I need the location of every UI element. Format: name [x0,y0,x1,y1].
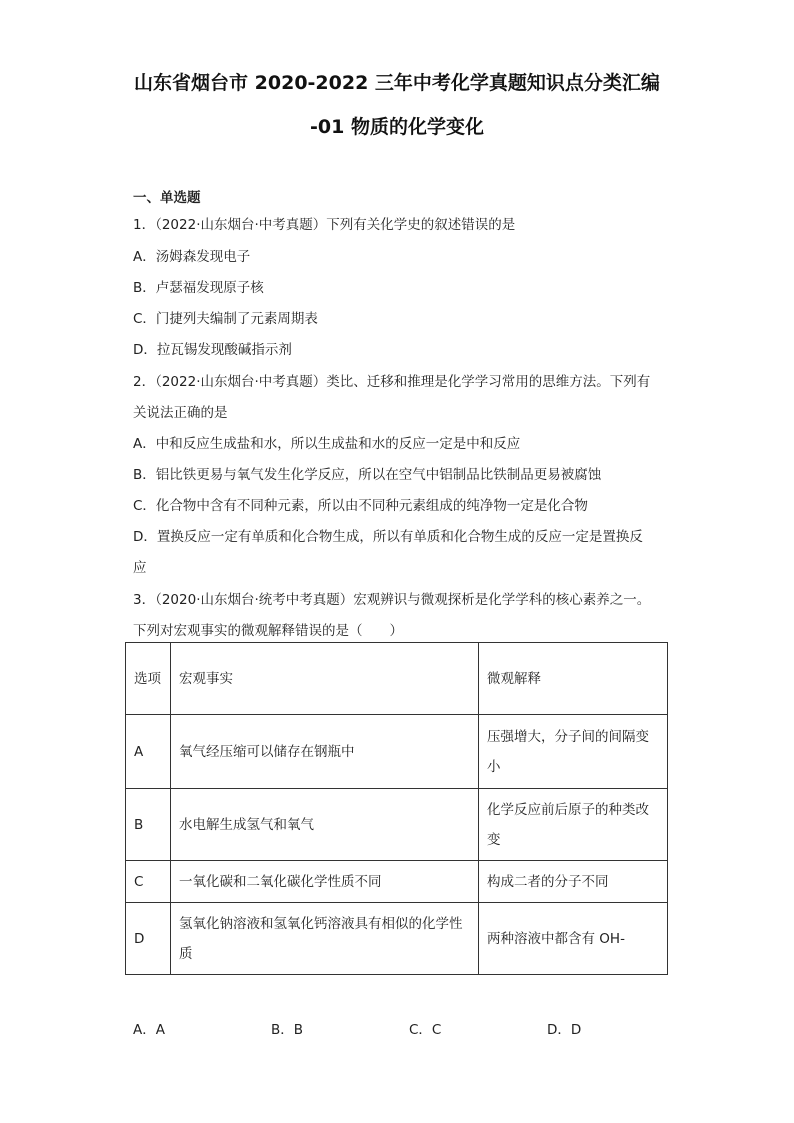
table-cell: 压强增大，分子间的间隔变小 [479,715,668,789]
q1-option-b: B．卢瑟福发现原子核 [133,280,264,296]
q3-table [125,642,668,975]
table-header-cell: 选项 [126,643,171,715]
table-cell: 构成二者的分子不同 [479,861,668,903]
table-header-cell: 宏观事实 [171,643,479,715]
q2-option-d: D．置换反应一定有单质和化合物生成，所以有单质和化合物生成的反应一定是置换反 [133,529,643,545]
table-cell: C [126,861,171,903]
table-row [126,861,668,903]
table-cell: 水电解生成氢气和氧气 [171,789,479,861]
table-row [126,715,668,789]
q2-option-d-continued: 应 [133,560,147,576]
table-cell: 两种溶液中都含有 OH- [479,903,668,975]
q2-stem-line2: 关说法正确的是 [133,405,228,421]
table-cell: 化学反应前后原子的种类改变 [479,789,668,861]
q3-option-d: D．D [547,1022,582,1038]
table-cell: 氢氧化钠溶液和氢氧化钙溶液具有相似的化学性质 [171,903,479,975]
table-row [126,789,668,861]
q3-option-b: B．B [271,1022,304,1038]
q3-stem-line2: 下列对宏观事实的微观解释错误的是（ ） [133,623,403,639]
table-cell: D [126,903,171,975]
table-cell: A [126,715,171,789]
table-cell: 氧气经压缩可以储存在钢瓶中 [171,715,479,789]
q2-stem-line1: 2．（2022·山东烟台·中考真题）类比、迁移和推理是化学学习常用的思维方法。下列有 [133,374,651,390]
q1-stem: 1．（2022·山东烟台·中考真题）下列有关化学史的叙述错误的是 [133,217,516,233]
q2-option-c: C．化合物中含有不同种元素，所以由不同种元素组成的纯净物一定是化合物 [133,498,588,514]
table-header-cell: 微观解释 [479,643,668,715]
table-row [126,903,668,975]
q3-stem-line1: 3．（2020·山东烟台·统考中考真题）宏观辨识与微观探析是化学学科的核心素养之一。 [133,592,651,608]
document-title-line1: 山东省烟台市 2020-2022 三年中考化学真题知识点分类汇编 [134,72,660,94]
q1-option-a: A．汤姆森发现电子 [133,249,251,265]
q1-option-d: D．拉瓦锡发现酸碱指示剂 [133,342,292,358]
q1-option-c: C．门捷列夫编制了元素周期表 [133,311,318,327]
table-header-row [126,643,668,715]
q2-option-b: B．铝比铁更易与氧气发生化学反应，所以在空气中铝制品比铁制品更易被腐蚀 [133,467,602,483]
table-cell: 一氧化碳和二氧化碳化学性质不同 [171,861,479,903]
q3-option-a: A．A [133,1022,165,1038]
table-cell: B [126,789,171,861]
document-title-line2: -01 物质的化学变化 [310,116,484,138]
q2-option-a: A．中和反应生成盐和水，所以生成盐和水的反应一定是中和反应 [133,436,521,452]
section-heading: 一、单选题 [133,190,201,206]
q3-option-c: C．C [409,1022,442,1038]
